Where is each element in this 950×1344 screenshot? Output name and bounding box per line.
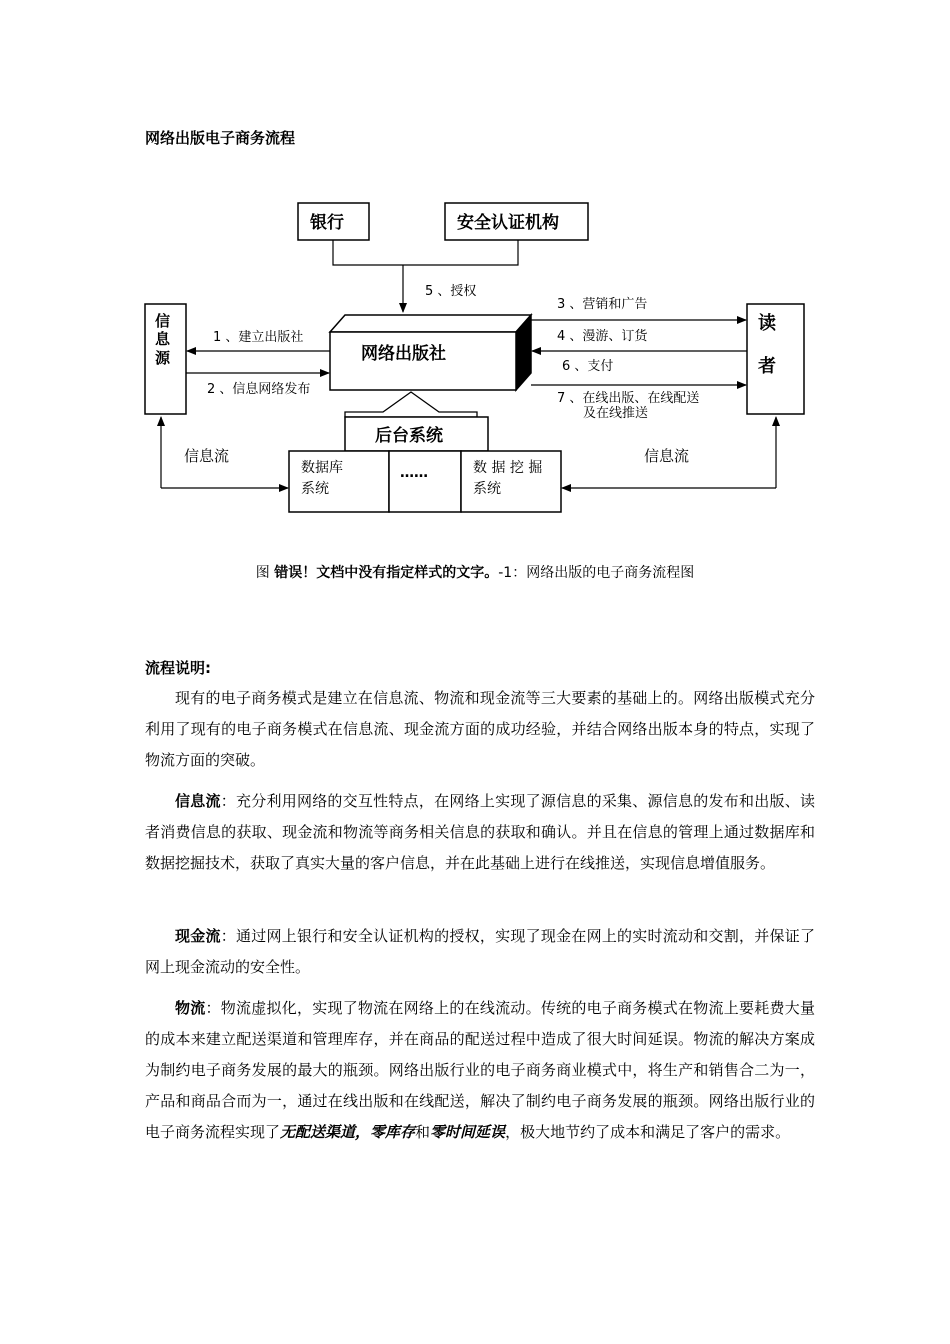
backend-box — [345, 417, 488, 451]
ellipsis-cell — [389, 451, 461, 512]
logistics-text: ：物流虚拟化，实现了物流在网络上的在线流动。传统的电子商务模式在物流上要耗费大量的成本来建立配送渠道和管理库存，并在商品的配送过程中造成了很大时间延误。物流的解决方案成为制约电子商务发展的最大的瓶颈。网络出版行业的电子商务商业模式中，将生产和销售合二为一，产品和商品合而为一，通过在线出版和在线配送，解决了制约电子商务发展的瓶颈。网络出版行业的电子商务流程实现了 — [145, 999, 815, 1141]
auth-bracket — [333, 240, 518, 265]
caption-prefix: 图 — [255, 565, 270, 581]
ellipsis-label: …… — [400, 465, 428, 481]
data-mining-line-2: 系统 — [473, 481, 501, 497]
info-source-box — [145, 304, 186, 414]
database-line-2: 系统 — [301, 481, 329, 497]
cash-flow-term: 现金流 — [175, 927, 221, 945]
auth-label: 5 、授权 — [425, 284, 477, 299]
label-info-publish: 2 、信息网络发布 — [207, 382, 311, 397]
reader-box — [747, 304, 804, 414]
section-heading: 流程说明: — [145, 659, 211, 677]
logistics-and: 和 — [415, 1123, 431, 1141]
info-flow-text: ：充分利用网络的交互性特点，在网络上实现了源信息的采集、源信息的发布和出版、读者消费信息的获取、现金流和物流等商务相关信息的获取和确认。并且在信息的管理上通过数据库和数据挖掘技术，获取了真实大量的客户信息，并在此基础上进行在线推送，实现信息增值服务。 — [145, 792, 815, 872]
cert-authority-box — [445, 203, 588, 240]
info-flow-right-label: 信息流 — [644, 447, 690, 465]
info-source-char-3: 源 — [155, 349, 171, 367]
label-order: 4 、漫游、订货 — [557, 329, 648, 344]
logistics-emphasis-1: 无配送渠道，零库存 — [280, 1123, 416, 1141]
document-title: 网络出版电子商务流程 — [145, 129, 296, 147]
flow-diagram — [0, 0, 950, 560]
label-online-delivery-2: 及在线推送 — [583, 406, 649, 421]
publisher-box — [330, 315, 531, 390]
paragraph-overview: 现有的电子商务模式是建立在信息流、物流和现金流等三大要素的基础上的。网络出版模式充分利用了现有的电子商务模式在信息流、现金流方面的成功经验，并结合网络出版本身的特点，实现了物流方面的突破。 — [145, 689, 815, 769]
bank-box — [298, 203, 369, 240]
caption-error-text: 错误！文档中没有指定样式的文字。 — [274, 565, 499, 581]
bank-label: 银行 — [310, 213, 344, 233]
data-mining-line-1: 数 据 挖 掘 — [473, 460, 543, 476]
info-flow-left-label: 信息流 — [184, 447, 230, 465]
label-online-delivery-1: 7 、在线出版、在线配送 — [557, 391, 700, 406]
backend-label: 后台系统 — [375, 426, 443, 446]
label-pay: 6 、支付 — [562, 359, 614, 374]
info-source-char-1: 信 — [155, 312, 171, 330]
label-build-publisher: 1 、建立出版社 — [213, 330, 304, 345]
paragraph-cash-flow — [145, 921, 815, 983]
database-cell — [289, 451, 389, 512]
reader-char-2: 者 — [758, 356, 776, 377]
publisher-label: 网络出版社 — [361, 344, 446, 364]
figure-caption — [0, 562, 950, 582]
logistics-end: ，极大地节约了成本和满足了客户的需求。 — [505, 1123, 791, 1141]
paragraph-info-flow — [145, 786, 815, 879]
cert-authority-label: 安全认证机构 — [457, 213, 559, 233]
caption-rest: -1：网络出版的电子商务流程图 — [498, 565, 695, 581]
database-line-1: 数据库 — [301, 460, 343, 476]
logistics-term: 物流 — [175, 999, 206, 1017]
data-mining-cell — [461, 451, 561, 512]
paragraph-logistics — [145, 993, 815, 1148]
info-flow-term: 信息流 — [175, 792, 221, 810]
info-source-char-2: 息 — [155, 330, 171, 348]
backend-up-arrow — [345, 392, 477, 417]
cash-flow-text: ：通过网上银行和安全认证机构的授权，实现了现金在网上的实时流动和交割，并保证了网上现金流动的安全性。 — [145, 927, 815, 976]
label-marketing: 3 、营销和广告 — [557, 297, 648, 312]
logistics-emphasis-2: 零时间延误 — [430, 1123, 506, 1141]
reader-char-1: 读 — [758, 313, 776, 334]
